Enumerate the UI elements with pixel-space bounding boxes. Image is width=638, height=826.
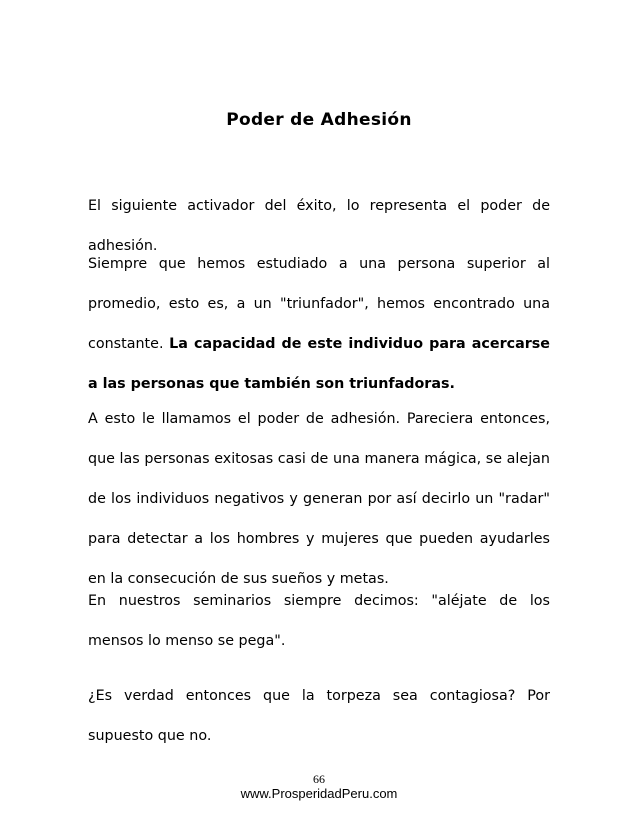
paragraph-1: El siguiente activador del éxito, lo representa el poder de adhesión. bbox=[88, 198, 550, 254]
paragraph-3: A esto le llamamos el poder de adhesión. Pareciera entonces, que las personas exitosas casi de una manera mágica, se alejan de los individuos negativos y generan por así decirlo un "radar" para detectar a los hombres y mujeres que pueden ayudarles en la consecución de sus sueños y metas. bbox=[88, 411, 550, 587]
page-title: Poder de Adhesión bbox=[226, 110, 412, 130]
footer-website: www.ProsperidadPeru.com bbox=[240, 786, 398, 801]
paragraph-2-text: Siempre que hemos estudiado a una persona superior al promedio, esto es, a un "triunfador", hemos encontrado una constante. bbox=[88, 256, 550, 352]
page-number: 66 bbox=[313, 772, 325, 786]
paragraph-4: En nuestros seminarios siempre decimos: "aléjate de los mensos lo menso se pega". bbox=[88, 593, 550, 649]
paragraph-5: ¿Es verdad entonces que la torpeza sea contagiosa? Por supuesto que no. bbox=[88, 688, 550, 744]
paragraph-2-bold-text: La capacidad de este individuo para acercarse a las personas que también son triunfadoras. bbox=[88, 336, 550, 392]
paragraph-2 bbox=[88, 244, 550, 404]
